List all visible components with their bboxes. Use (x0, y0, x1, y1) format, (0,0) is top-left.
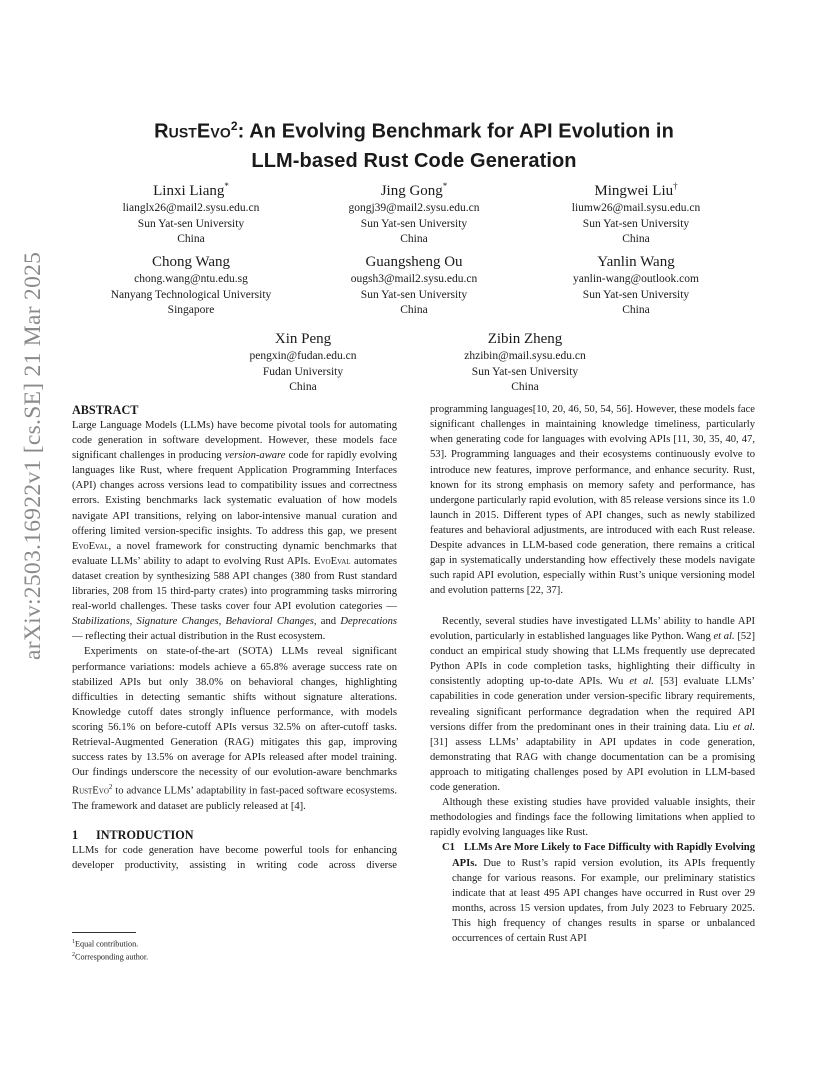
author-affiliation: Sun Yat-sen University (360, 288, 468, 301)
author-block (299, 252, 529, 319)
intro-paragraph: Recently, several studies have investigated LLMs’ ability to handle API evolution, particularly in established languages like Python. Wang et al. [52] conduct an empirical study showing that LLMs frequently use deprecated Python APIs in code completion tasks, highlighting their difficulty in consistently adopting up-to-date APIs. Wu et al. [53] evaluate LLMs’ capabilities in code generation under version-specific library requirements, revealing significant performance degradation when the required API versions differ from the predominant ones in their training data. Liu et al. [31] assess LLMs’ adaptability in API updates in code generation, demonstrating that RAG with change documentation can be a promising approach to mitigating challenges posed by API evolution in LLM-based code generation. (430, 616, 755, 794)
author-affiliation: Sun Yat-sen University (360, 217, 468, 230)
footnote: $^2$Corresponding author. (72, 952, 149, 962)
author-name: Xin Peng (274, 331, 332, 347)
author-email[interactable]: liumw26@mail.sysu.edu.cn (571, 202, 701, 214)
author-name: Zibin Zheng (487, 331, 563, 347)
challenge-text: Due to Rust’s rapid version evolution, its APIs frequently change for various reasons. For example, our preliminary statistics indicate that at least 495 API changes have occurred in Rust over 29 months, across 15 version updates, from July 2023 to February 2025. This high frequency of changes results in sparse or unbalanced occurrences of certain Rust API (452, 857, 755, 944)
challenge-label: C1 (442, 842, 455, 854)
author-email[interactable]: gongj39@mail2.sysu.edu.cn (348, 202, 480, 214)
author-affiliation: Sun Yat-sen University (471, 365, 579, 378)
footnote: $^1$Equal contribution. (72, 939, 139, 949)
section-number: 1 (72, 827, 79, 842)
title-line-1 (60, 112, 768, 147)
intro-paragraph-continued: programming languages[10, 20, 46, 50, 54, 56]. However, these models face significant challenges in maintaining knowledge timeliness, particularly when generating code for languages with evolving APIs [11, 30, 35, 40, 47, 53]. Programming languages and their ecosystems continuously evolve to introduce new features, improve performance, and enhance security. Rust, known for its strong emphasis on memory safety and performance, has undergone particularly rapid evolution, with 85 release versions since its 1.0 launch in 2015. Different types of API changes, such as newly stabilized features and behavioral adjustments, are introduced with each Rust release. Despite advances in LLM-based code generation, there remains a critical gap in systematically understanding how effectively these models navigate such rapid API evolution, especially within Rust’s unique versioning model and evolution patterns [22, 37]. (430, 404, 755, 597)
author-affiliation: Fudan University (262, 365, 344, 378)
author-block (521, 252, 751, 319)
section-title: INTRODUCTION (96, 827, 194, 842)
footnotes (72, 932, 397, 963)
author-name: Jing Gong (380, 183, 443, 199)
author-block (410, 329, 640, 396)
author-email[interactable]: yanlin-wang@outlook.com (573, 273, 699, 285)
author-country: China (177, 233, 205, 245)
challenge-title: LLMs Are More Likely to Face Difficulty with Rapidly Evolving APIs. (452, 842, 755, 869)
author-mark: † (673, 181, 678, 191)
author-mark: * (224, 181, 229, 191)
author-email[interactable]: chong.wang@ntu.edu.sg (134, 273, 248, 285)
author-block (188, 329, 418, 396)
author-name: Guangsheng Ou (365, 254, 463, 270)
author-block (76, 176, 306, 248)
left-column (72, 402, 397, 873)
author-country: China (511, 381, 539, 393)
author-country: China (289, 381, 317, 393)
author-country: China (622, 233, 650, 245)
author-email[interactable]: ougsh3@mail2.sysu.edu.cn (350, 273, 478, 285)
footnote-rule (72, 932, 136, 933)
title-line-2: LLM-based Rust Code Generation (251, 149, 577, 172)
author-email[interactable]: pengxin@fudan.edu.cn (249, 350, 357, 362)
intro-paragraph: Although these existing studies have provided valuable insights, their methodologies and findings face the following limitations when applied to rapidly evolving languages like Rust. (430, 797, 755, 839)
author-affiliation: Sun Yat-sen University (582, 217, 690, 230)
author-affiliation: Nanyang Technological University (110, 288, 272, 301)
author-country: China (622, 304, 650, 316)
abstract-paragraph: Large Language Models (LLMs) have become pivotal tools for automating code generation in software development. However, these models face significant challenges in producing version-aware code for rapidly evolving languages like Rust, where frequent Application Programming Interfaces (API) changes across versions lead to compatibility issues and correctness errors. Existing benchmarks lack systematic evaluation of how models navigate API transitions, relying on labor-intensive manual curation and offering limited version-specific insights. To address this gap, we present EvoEval, a novel framework for constructing dynamic benchmarks that evaluate LLMs’ ability to adapt to evolving Rust APIs. EvoEval automates dataset creation by synthesizing 588 API changes (380 from Rust standard libraries, 208 from 15 third-party crates) into programming tasks mirroring real-world challenges. These tasks cover four API evolution categories — Stabilizations, Signature Changes, Behavioral Changes, and Deprecations — reflecting their actual distribution in the Rust ecosystem. (72, 420, 397, 643)
right-column (430, 402, 755, 946)
section-heading-introduction (72, 827, 397, 843)
author-affiliation: Sun Yat-sen University (582, 288, 690, 301)
intro-paragraph: LLMs for code generation have become powerful tools for enhancing developer productivity, assisting in writing code across diverse (72, 844, 397, 872)
author-email[interactable]: lianglx26@mail2.sysu.edu.cn (122, 202, 260, 214)
arxiv-identifier-stamp: arXiv:2503.16922v1 [cs.SE] 21 Mar 2025 (20, 251, 46, 660)
author-email[interactable]: zhzibin@mail.sysu.edu.cn (464, 350, 586, 362)
paper-title (60, 112, 768, 176)
author-country: China (400, 233, 428, 245)
author-name: Mingwei Liu (594, 183, 674, 199)
author-block (299, 176, 529, 248)
author-name: Chong Wang (151, 254, 231, 270)
title-superscript: 2 (230, 119, 238, 133)
author-mark: * (442, 181, 448, 191)
author-country: China (400, 304, 428, 316)
author-name: Linxi Liang (153, 183, 225, 199)
author-block (521, 176, 751, 248)
challenge-item-c1 (430, 840, 755, 946)
author-affiliation: Sun Yat-sen University (137, 217, 245, 230)
abstract-heading: ABSTRACT (72, 403, 139, 417)
abstract-paragraph: Experiments on state-of-the-art (SOTA) LLMs reveal significant performance variations: models achieve a 65.8% average success rate on stabilized APIs but only 38.0% on behavioral changes, highlighting difficulties in detecting semantic shifts without signature alterations. Knowledge cutoff dates strongly influence performance, with models scoring 56.1% on before-cutoff APIs versus 32.5% on after-cutoff tasks. Retrieval-Augmented Generation (RAG) mitigates this gap, improving success rates by 13.5% on average for APIs released after model training. Our findings underscore the necessity of our evolution-aware benchmarks RustEvo$^2$ to advance LLMs’ adaptability in fast-paced software ecosystems. The framework and dataset are publicly released at [4]. (72, 646, 397, 812)
author-country: Singapore (167, 304, 215, 316)
title-rest: : An Evolving Benchmark for API Evolution in (237, 120, 674, 143)
author-block (76, 252, 306, 319)
author-name: Yanlin Wang (597, 254, 675, 270)
title-system-name: RustEvo (154, 120, 231, 143)
